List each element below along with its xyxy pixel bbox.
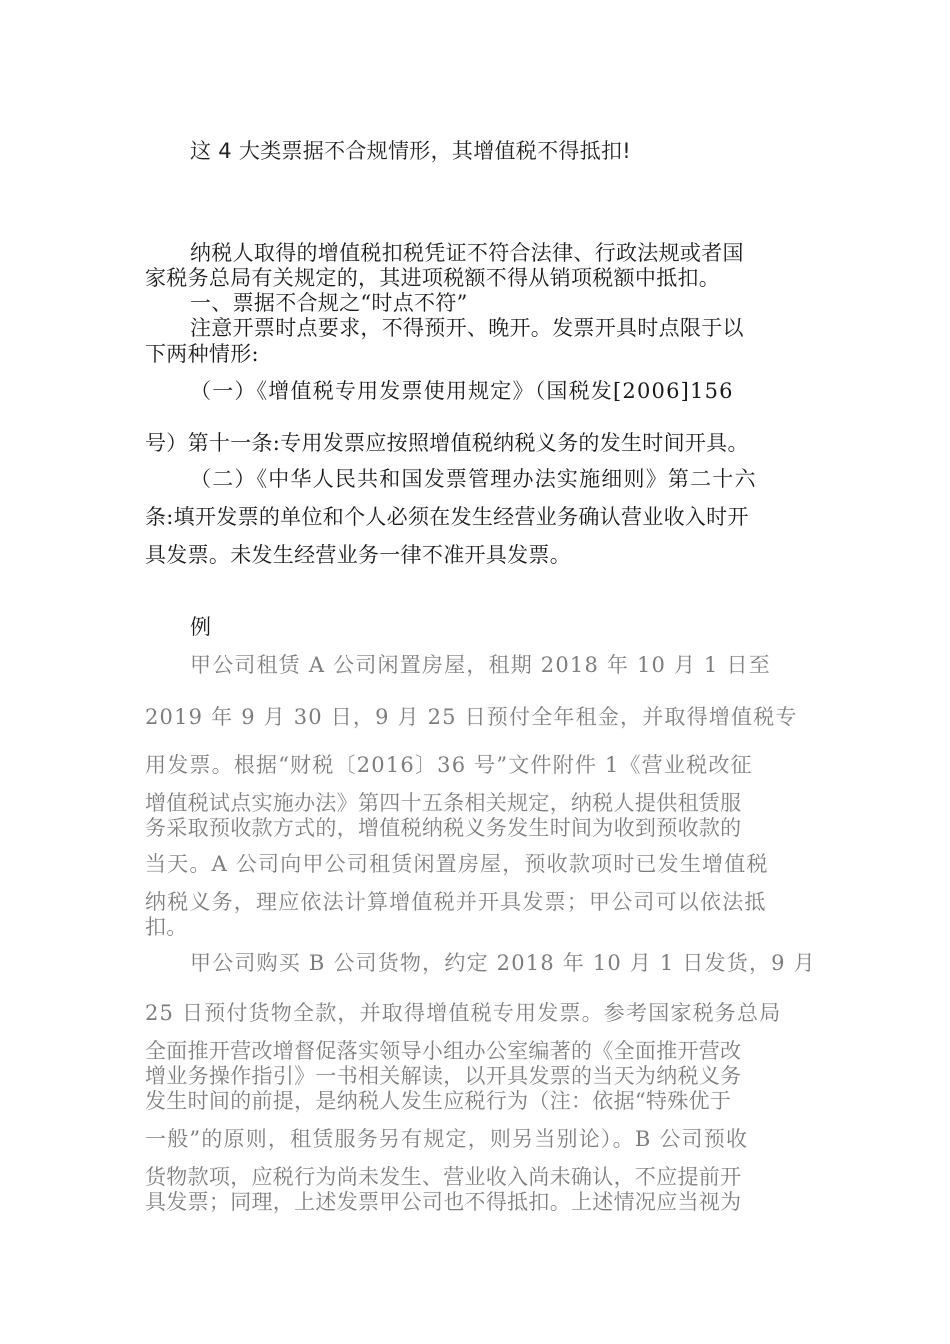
section-text-line-1: 注意开票时点要求，不得预开、晚开。发票开具时点限于以 [190,316,744,340]
example-1-line-5: 务采取预收款方式的，增值税纳税义务发生时间为收到预收款的 [145,816,742,840]
example-2-line-1: 甲公司购买 B 公司货物，约定 2018 年 10 月 1 日发货，9 月 [190,951,816,975]
example-2-line-4: 增业务操作指引》一书相关解读，以开具发票的当天为纳税义务 [145,1064,742,1088]
item-1-line-1: （一）《增值税专用发票使用规定》（国税发[2006]156 [190,379,734,403]
example-1-line-1: 甲公司租赁 A 公司闲置房屋，租期 2018 年 10 月 1 日至 [190,653,771,677]
example-1-line-8: 扣。 [145,915,188,939]
example-2-line-6: 一般”的原则，租赁服务另有规定，则另当别论）。B 公司预收 [145,1127,749,1151]
section-text-line-2: 下两种情形: [145,342,259,366]
example-2-line-5: 发生时间的前提，是纳税人发生应税行为（注：依据“特殊优于 [145,1089,732,1113]
example-1-line-2: 2019 年 9 月 30 日，9 月 25 日预付全年租金，并取得增值税专 [145,705,798,729]
example-1-line-4: 增值税试点实施办法》第四十五条相关规定，纳税人提供租赁服 [145,791,742,815]
section-heading: 一、票据不合规之“时点不符” [190,291,468,315]
item-2-line-3: 具发票。未发生经营业务一律不准开具发票。 [145,543,571,567]
example-1-line-6: 当天。A 公司向甲公司租赁闲置房屋，预收款项时已发生增值税 [145,852,769,876]
document-title: 这 4 大类票据不合规情形，其增值税不得抵扣! [190,139,632,163]
example-label: 例 [190,615,212,639]
item-2-line-1: （二）《中华人民共和国发票管理办法实施细则》第二十六 [190,467,757,491]
example-2-line-8: 具发票；同理，上述发票甲公司也不得抵扣。上述情况应当视为 [145,1190,742,1214]
example-2-line-7: 货物款项，应税行为尚未发生、营业收入尚未确认，不应提前开 [145,1165,742,1189]
example-2-line-2: 25 日预付货物全款，并取得增值税专用发票。参考国家税务总局 [145,1001,782,1025]
example-1-line-3: 用发票。根据“财税〔2016〕36 号”文件附件 1《营业税改征 [145,753,753,777]
example-2-line-3: 全面推开营改增督促落实领导小组办公室编著的《全面推开营改 [145,1039,742,1063]
item-2-line-2: 条:填开发票的单位和个人必须在发生经营业务确认营业收入时开 [145,505,749,529]
intro-line-2: 家税务总局有关规定的，其进项税额不得从销项税额中抵扣。 [145,266,721,290]
item-1-line-2: 号）第十一条:专用发票应按照增值税纳税义务的发生时间开具。 [145,431,749,455]
intro-line-1: 纳税人取得的增值税扣税凭证不符合法律、行政法规或者国 [190,241,744,265]
example-1-line-7: 纳税义务，理应依法计算增值税并开具发票；甲公司可以依法抵 [145,890,767,914]
